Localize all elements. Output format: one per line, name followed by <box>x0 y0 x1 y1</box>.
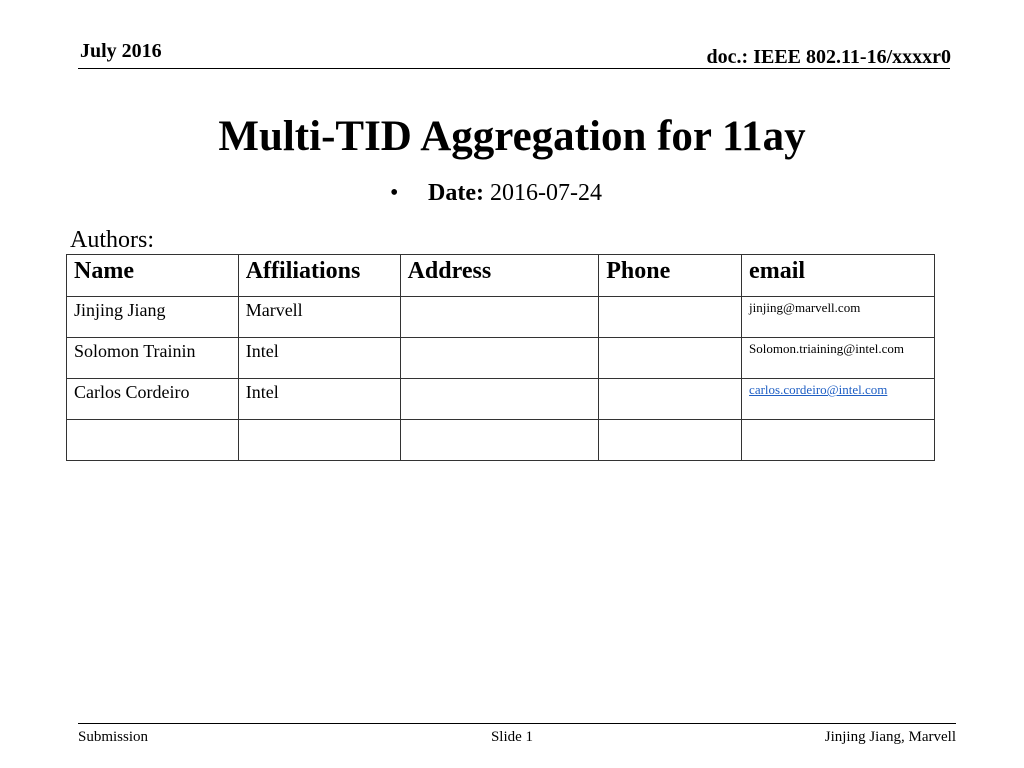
header-divider <box>78 68 950 69</box>
cell-phone <box>599 420 742 461</box>
cell-phone <box>599 379 742 420</box>
cell-email: jinjing@marvell.com <box>742 297 935 338</box>
cell-name: Solomon Trainin <box>67 338 239 379</box>
column-header-address: Address <box>400 255 599 297</box>
footer-divider <box>78 723 956 724</box>
date-label: Date: <box>428 180 484 206</box>
cell-email-link-cell <box>742 379 935 420</box>
table-header-row <box>67 255 935 297</box>
footer-slide-number: Slide 1 <box>490 729 534 745</box>
cell-affiliation: Marvell <box>238 297 400 338</box>
authors-table <box>66 254 935 461</box>
table-row <box>67 338 935 379</box>
footer-submission: Submission <box>78 729 149 745</box>
cell-address <box>400 420 599 461</box>
cell-address <box>400 297 599 338</box>
table-row <box>67 420 935 461</box>
date-bullet-item <box>390 180 602 207</box>
date-value: 2016-07-24 <box>489 180 602 206</box>
cell-phone <box>599 338 742 379</box>
header-date: July 2016 <box>80 40 162 62</box>
column-header-affiliations: Affiliations <box>238 255 400 297</box>
column-header-name: Name <box>67 255 239 297</box>
header-doc-id: doc.: IEEE 802.11-16/xxxxr0 <box>706 46 951 68</box>
cell-address <box>400 379 599 420</box>
bullet-icon: • <box>390 180 399 206</box>
email-link[interactable]: carlos.cordeiro@intel.com <box>749 382 888 397</box>
cell-phone <box>599 297 742 338</box>
table-row <box>67 297 935 338</box>
cell-affiliation: Intel <box>238 379 400 420</box>
cell-affiliation: Intel <box>238 338 400 379</box>
cell-name <box>67 420 239 461</box>
cell-email <box>742 420 935 461</box>
cell-address <box>400 338 599 379</box>
slide-title: Multi-TID Aggregation for 11ay <box>218 113 806 160</box>
cell-email: Solomon.triaining@intel.com <box>742 338 935 379</box>
authors-label: Authors: <box>70 227 154 253</box>
table-row <box>67 379 935 420</box>
cell-name: Carlos Cordeiro <box>67 379 239 420</box>
column-header-phone: Phone <box>599 255 742 297</box>
footer-author: Jinjing Jiang, Marvell <box>824 729 956 745</box>
column-header-email: email <box>742 255 935 297</box>
cell-affiliation <box>238 420 400 461</box>
cell-name: Jinjing Jiang <box>67 297 239 338</box>
